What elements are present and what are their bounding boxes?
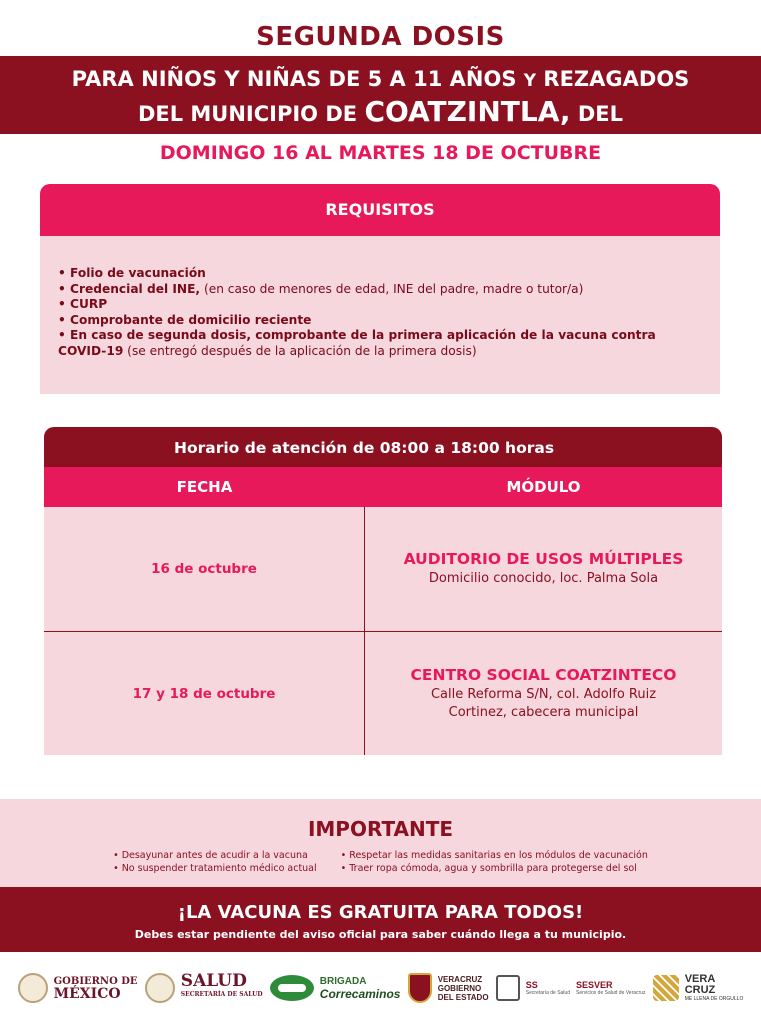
- rezagados-text: REZAGADOS: [543, 67, 690, 91]
- importante-panel: [0, 799, 761, 887]
- logo-text: DEL ESTADO: [437, 992, 489, 1002]
- logo-text: GOBIERNO: [437, 983, 482, 993]
- ss-building-icon: [496, 975, 520, 1001]
- gobierno-mexico-logo: [18, 973, 138, 1003]
- requisito-item: • CURP: [58, 297, 108, 312]
- logo-text: VERA: [684, 973, 716, 985]
- banner-line-2: [0, 96, 761, 130]
- list-item: • Traer ropa cómoda, agua y sombrilla para protegerse del sol: [340, 863, 637, 874]
- row-fecha: 16 de octubre: [44, 507, 365, 631]
- requisitos-title: REQUISITOS: [40, 184, 720, 236]
- footer-banner: [0, 887, 761, 952]
- logo-text: ME LLENA DE ORGULLO: [684, 996, 744, 1002]
- table-row: [44, 631, 722, 755]
- banner-line-1: [0, 56, 761, 96]
- mexico-seal-icon: [18, 973, 48, 1003]
- schedule-table: [44, 427, 722, 755]
- veracruz-pattern-icon: [653, 975, 679, 1001]
- importante-col-right: [341, 849, 648, 875]
- requisito-item: • Folio de vacunación: [58, 266, 206, 280]
- list-item: • No suspender tratamiento médico actual: [113, 863, 317, 874]
- table-row: [44, 507, 722, 631]
- requisito-item: • En caso de segunda dosis, comprobante de la primera aplicación de la vacuna contra COVID-19 (se entregó después de la aplicación de la primera dosis): [58, 328, 656, 358]
- modulo-address: Calle Reforma S/N, col. Adolfo Ruiz Cortinez, cabecera municipal: [430, 686, 657, 720]
- logo-text: Servicios de Salud de Veracruz: [575, 990, 646, 996]
- municipio-prefix: DEL MUNICIPIO DE: [137, 102, 358, 126]
- column-fecha: FECHA: [176, 478, 233, 496]
- modulo-name: CENTRO SOCIAL COATZINTECO: [410, 665, 677, 684]
- schedule-header-row: [44, 467, 722, 507]
- date-range: DOMINGO 16 AL MARTES 18 DE OCTUBRE: [159, 142, 602, 164]
- requisitos-list: [40, 236, 720, 360]
- logo-text: SECRETARÍA DE SALUD: [180, 991, 263, 998]
- mexico-seal-icon: [145, 973, 175, 1003]
- logo-text: MÉXICO: [53, 986, 121, 1002]
- row-modulo: [365, 632, 722, 755]
- row-fecha: 17 y 18 de octubre: [44, 632, 365, 755]
- veracruz-shield-icon: [408, 973, 432, 1003]
- municipio-suffix: DEL: [577, 102, 624, 126]
- footer-headline: ¡LA VACUNA ES GRATUITA PARA TODOS!: [177, 902, 584, 923]
- row-modulo: [365, 507, 722, 631]
- column-modulo: MÓDULO: [506, 478, 581, 496]
- conjunction-text: Y: [523, 71, 537, 91]
- requisitos-panel: [40, 184, 720, 394]
- logo-text: Secretaría de Salud: [525, 990, 570, 996]
- modulo-address: Domicilio conocido, loc. Palma Sola: [428, 571, 659, 586]
- municipio-name: COATZINTLA,: [364, 95, 571, 128]
- schedule-hours: Horario de atención de 08:00 a 18:00 horas: [44, 427, 722, 467]
- veracruz-gobierno-logo: [408, 973, 489, 1003]
- page-title: SEGUNDA DOSIS: [256, 22, 505, 52]
- logo-bar: [0, 960, 761, 1016]
- logo-text: SALUD: [180, 971, 247, 991]
- header-banner: [0, 56, 761, 134]
- logo-text: CRUZ: [684, 984, 716, 996]
- modulo-name: AUDITORIO DE USOS MÚLTIPLES: [403, 550, 684, 568]
- ss-sesver-logo: [496, 975, 646, 1001]
- logo-text: VERACRUZ: [437, 974, 483, 984]
- brigada-correcaminos-logo: [270, 975, 401, 1001]
- correcaminos-icon: [270, 975, 314, 1001]
- list-item: • Respetar las medidas sanitarias en los módulos de vacunación: [340, 850, 648, 861]
- footer-subtext: Debes estar pendiente del aviso oficial para saber cuándo llega a tu municipio.: [134, 928, 627, 941]
- requisito-item: • Comprobante de domicilio reciente: [58, 312, 312, 327]
- logo-text: SS: [525, 980, 538, 990]
- audience-text: PARA NIÑOS Y NIÑAS DE 5 A 11 AÑOS: [71, 67, 517, 91]
- importante-list: [0, 849, 761, 875]
- logo-text: BRIGADA: [319, 975, 367, 987]
- logo-text: Correcaminos: [319, 986, 401, 1001]
- list-item: • Desayunar antes de acudir a la vacuna: [113, 850, 308, 861]
- veracruz-orgullo-logo: [653, 974, 744, 1002]
- requisito-item: • Credencial del INE, (en caso de menores de edad, INE del padre, madre o tutor/a): [58, 281, 584, 296]
- salud-logo: [145, 973, 263, 1003]
- logo-text: GOBIERNO DE: [53, 976, 138, 987]
- importante-col-left: [113, 849, 317, 875]
- logo-text: SESVER: [575, 980, 613, 990]
- importante-title: IMPORTANTE: [307, 817, 454, 841]
